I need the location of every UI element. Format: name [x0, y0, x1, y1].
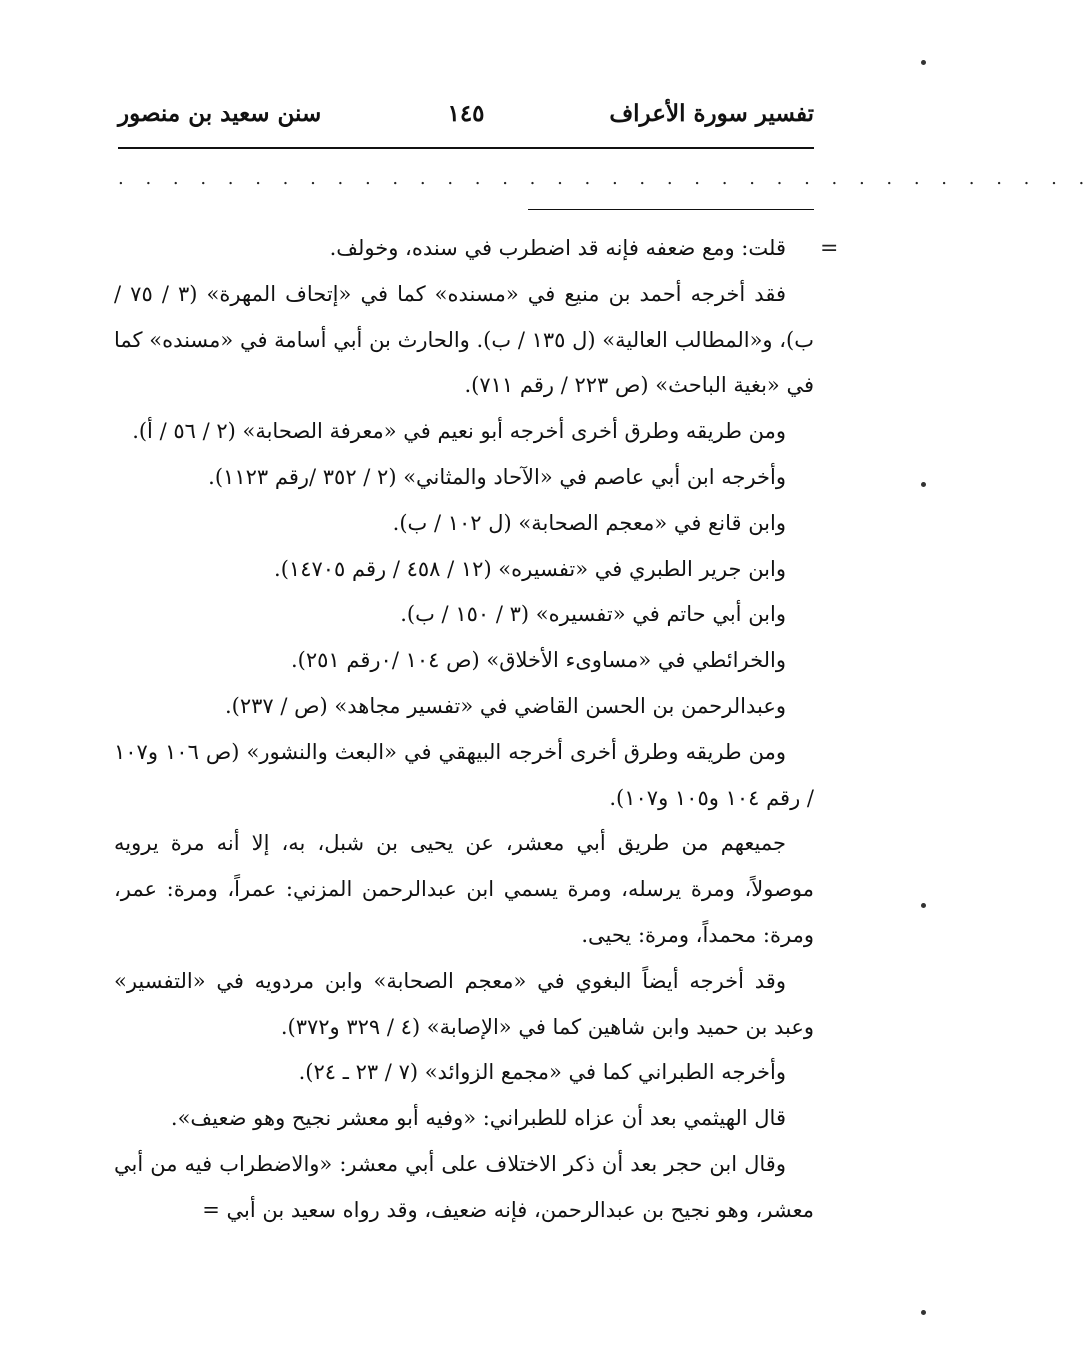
margin-dot	[921, 903, 926, 908]
paragraph: جميعهم من طريق أبي معشر، عن يحيى بن شبل، به، إلا أنه مرة يرويه موصولاً، ومرة يرسله، ومرة يسمي ابن عبدالرحمن المزني: عمراً، ومرة: عمر، ومرة: محمداً، ومرة: يحيى.	[114, 831, 814, 947]
paragraph: وقد أخرجه أيضاً البغوي في «معجم الصحابة» وابن مردويه في «التفسير» وعبد بن حميد وابن شاهين كما في «الإصابة» (٤ / ٣٢٩ و٣٧٢).	[114, 968, 814, 1039]
footnote-body	[114, 226, 814, 1234]
paragraph: قال الهيثمي بعد أن عزاه للطبراني: «وفيه أبو معشر نجيح وهو ضعيف».	[170, 1106, 786, 1131]
surah-title: تفسير سورة الأعراف	[609, 100, 814, 127]
paragraph: وقال ابن حجر بعد أن ذكر الاختلاف على أبي معشر: «والاضطراب فيه من أبي معشر، وهو نجيح بن عبدالرحمن، فإنه ضعيف، وقد رواه سعيد بن أبي =	[114, 1151, 814, 1222]
paragraph: فقد أخرجه أحمد بن منيع في «مسنده» كما في «إتحاف المهرة» (٣ / ٧٥ / ب)، و«المطالب العالية» (ل ١٣٥ / ب). والحارث بن أبي أسامة في «مسنده» كما في «بغية الباحث» (ص ٢٢٣ / رقم ٧١١).	[114, 281, 814, 398]
paragraph: ومن طريقه وطرق أخرى أخرجه أبو نعيم في «معرفة الصحابة» (٢ / ٥٦ / أ).	[132, 419, 786, 444]
book-title: سنن سعيد بن منصور	[118, 100, 322, 127]
margin-dot	[921, 482, 926, 487]
margin-dot	[921, 1310, 926, 1315]
margin-dot	[921, 60, 926, 65]
continuation-mark-top: =	[820, 236, 839, 261]
paragraph: وابن أبي حاتم في «تفسيره» (٣ / ١٥٠ / ب).	[400, 602, 786, 627]
separator-dots: . . . . . . . . . . . . . . . . . . . . . . . . . . . . . . . . . . . .	[118, 168, 1092, 189]
paragraph: وعبدالرحمن بن الحسن القاضي في «تفسير مجاهد» (ص / ٢٣٧).	[224, 693, 786, 718]
paragraph: وأخرجه ابن أبي عاصم في «الآحاد والمثاني» (٢ / ٣٥٢ /رقم ١١٢٣).	[208, 464, 786, 489]
header-rule	[118, 147, 814, 149]
footnote-rule	[528, 209, 814, 210]
paragraph: والخرائطي في «مساوىء الأخلاق» (ص ١٠٤ /٠رقم ٢٥١).	[290, 648, 786, 673]
paragraph: ومن طريقه وطرق أخرى أخرجه البيهقي في «البعث والنشور» (ص ١٠٦ و١٠٧ / رقم ١٠٤ و١٠٥ و١٠٧).	[114, 739, 814, 810]
paragraph: وابن جرير الطبري في «تفسيره» (١٢ / ٤٥٨ / رقم ١٤٧٠٥).	[274, 556, 786, 581]
paragraph: وأخرجه الطبراني كما في «مجمع الزوائد» (٧ / ٢٣ ـ ٢٤).	[298, 1060, 786, 1085]
paragraph: قلت: ومع ضعفه فإنه قد اضطرب في سنده، وخولف.	[329, 236, 786, 260]
page-number: ١٤٥	[447, 100, 485, 127]
running-header	[118, 100, 814, 134]
paragraph: وابن قانع في «معجم الصحابة» (ل ١٠٢ / ب).	[392, 510, 786, 535]
